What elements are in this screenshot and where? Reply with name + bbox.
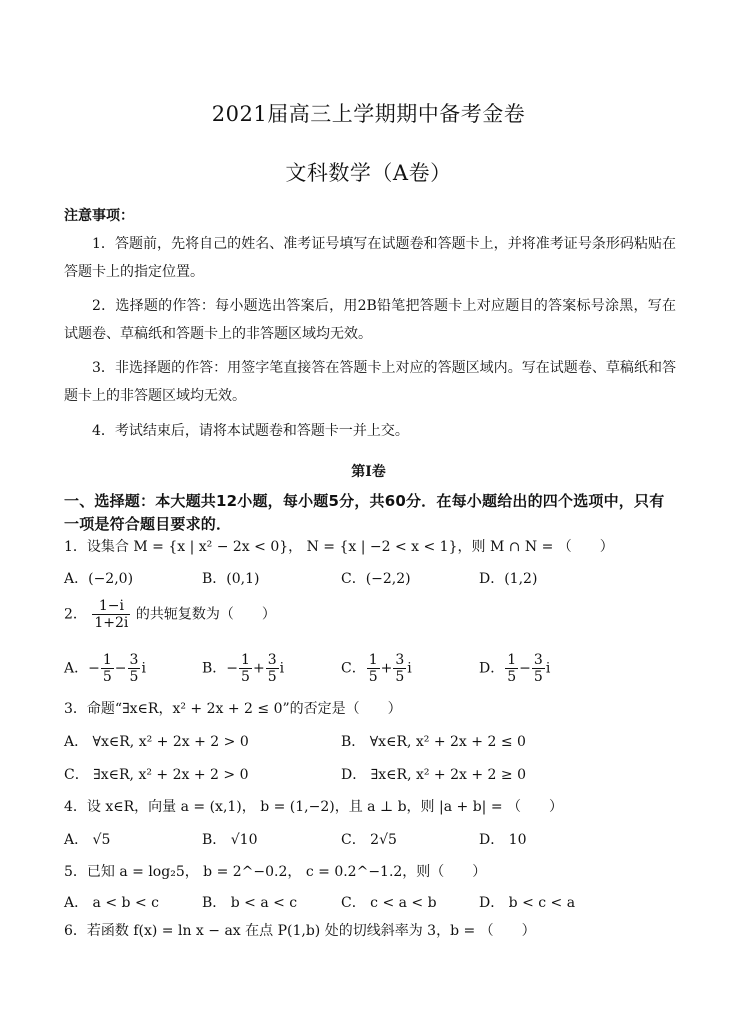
option-label: B．	[202, 660, 227, 677]
fraction-numerator: 3	[267, 652, 277, 668]
option-fraction-2	[128, 652, 141, 685]
option-fraction-1	[239, 652, 252, 685]
question-4-option-b: B． √10	[202, 832, 258, 848]
fraction-numerator: 1−i	[98, 598, 124, 614]
section-instruction: 一、选择题：本大题共12小题，每小题5分，共60分．在每小题给出的四个选项中，只有一项是符合题目要求的．	[64, 492, 665, 533]
fraction-denominator: 1+2i	[94, 615, 129, 631]
question-3-option-d: D． ∃x∈R, x² + 2x + 2 ≥ 0	[341, 767, 526, 783]
question-4-option-d: D． 10	[479, 832, 527, 848]
question-3-stem: 3．命题“∃x∈R，x² + 2x + 2 ≤ 0”的否定是（ ）	[64, 701, 402, 717]
option-fraction-2	[532, 652, 545, 685]
question-3-option-c: C． ∃x∈R, x² + 2x + 2 > 0	[64, 767, 249, 783]
question-2-option-b	[202, 652, 284, 685]
section-title: 第Ⅰ卷	[351, 464, 386, 480]
question-4-stem: 4．设 x∈R，向量 a = (x,1)， b = (1,−2)，且 a ⊥ b，则 |a + b| = （ ）	[64, 799, 564, 815]
question-1-option-c: C．(−2,2)	[341, 571, 411, 587]
question-5-option-c: C． c < a < b	[341, 895, 437, 911]
question-2-option-d	[479, 652, 550, 685]
fraction-numerator: 3	[533, 652, 543, 668]
fraction-numerator: 1	[102, 652, 112, 668]
fraction-numerator: 1	[368, 652, 378, 668]
question-5-option-d: D． b < c < a	[479, 895, 576, 911]
option-sign: +	[380, 660, 393, 677]
imaginary-unit: i	[545, 660, 551, 677]
option-fraction-2	[266, 652, 279, 685]
fraction-denominator: 5	[241, 669, 250, 685]
option-fraction-1	[505, 652, 518, 685]
imaginary-unit: i	[407, 660, 412, 677]
exam-subtitle: 文科数学（A卷）	[285, 161, 452, 185]
fraction-numerator: 3	[395, 652, 405, 668]
option-label: C．	[341, 660, 366, 677]
question-3-option-b: B． ∀x∈R, x² + 2x + 2 ≤ 0	[341, 734, 526, 750]
question-5-option-b: B． b < a < c	[202, 895, 298, 911]
exam-title: 2021届高三上学期期中备考金卷	[211, 102, 526, 126]
notice-item-2: 2．选择题的作答：每小题选出答案后，用2B铅笔把答题卡上对应题目的答案标号涂黑，写在试题卷、草稿纸和答题卡上的非答题区域均无效。	[64, 298, 676, 342]
notice-item-4: 4．考试结束后，请将本试题卷和答题卡一并上交。	[92, 423, 409, 439]
fraction-denominator: 5	[368, 669, 378, 685]
fraction-denominator: 5	[267, 669, 277, 685]
question-2-option-c	[341, 652, 412, 685]
fraction-denominator: 5	[102, 669, 112, 685]
question-1-option-b: B．(0,1)	[202, 571, 260, 587]
option-fraction-1	[101, 652, 114, 685]
question-2-fraction	[92, 598, 130, 631]
notice-heading: 注意事项：	[64, 208, 134, 224]
question-3-option-a: A． ∀x∈R, x² + 2x + 2 > 0	[64, 734, 249, 750]
fraction-numerator: 1	[507, 652, 517, 668]
question-6-stem: 6．若函数 f(x) = ln x − ax 在点 P(1,b) 处的切线斜率为 3，b = （ ）	[64, 923, 536, 939]
fraction-denominator: 5	[395, 669, 405, 685]
fraction-numerator: 1	[241, 652, 250, 668]
option-fraction-1	[367, 652, 380, 685]
question-4-option-a: A． √5	[64, 832, 111, 848]
option-sign: −	[519, 660, 531, 677]
question-2-number: 2．	[64, 606, 87, 623]
question-2-stem-text: 的共轭复数为（ ）	[135, 606, 276, 623]
option-sign: +	[252, 660, 265, 677]
option-sign: −	[88, 660, 100, 677]
question-2-stem	[64, 598, 276, 631]
fraction-denominator: 5	[507, 669, 517, 685]
question-5-option-a: A． a < b < c	[64, 895, 159, 911]
option-label: D．	[479, 660, 505, 677]
option-sign: −	[114, 660, 127, 677]
question-4-option-c: C． 2√5	[341, 832, 397, 848]
fraction-denominator: 5	[533, 669, 543, 685]
imaginary-unit: i	[279, 660, 285, 677]
option-sign: −	[226, 660, 239, 677]
fraction-numerator: 3	[129, 652, 139, 668]
question-2-option-a	[64, 652, 146, 685]
option-fraction-2	[393, 652, 406, 685]
notice-item-1: 1．答题前，先将自己的姓名、准考证号填写在试题卷和答题卡上，并将准考证号条形码粘贴在答题卡上的指定位置。	[64, 236, 676, 280]
notice-item-3: 3．非选择题的作答：用签字笔直接答在答题卡上对应的答题区域内。写在试题卷、草稿纸和答题卡上的非答题区域均无效。	[64, 360, 676, 404]
question-1-option-d: D．(1,2)	[479, 571, 538, 587]
question-1-stem: 1．设集合 M = {x | x² − 2x < 0}， N = {x | −2 < x < 1}，则 M ∩ N = （ ）	[64, 539, 614, 555]
fraction-denominator: 5	[129, 669, 139, 685]
imaginary-unit: i	[141, 660, 146, 677]
option-label: A．	[64, 660, 89, 677]
question-1-option-a: A．(−2,0)	[64, 571, 134, 587]
question-5-stem: 5．已知 a = log₂5， b = 2^−0.2， c = 0.2^−1.2，则（ ）	[64, 864, 487, 880]
